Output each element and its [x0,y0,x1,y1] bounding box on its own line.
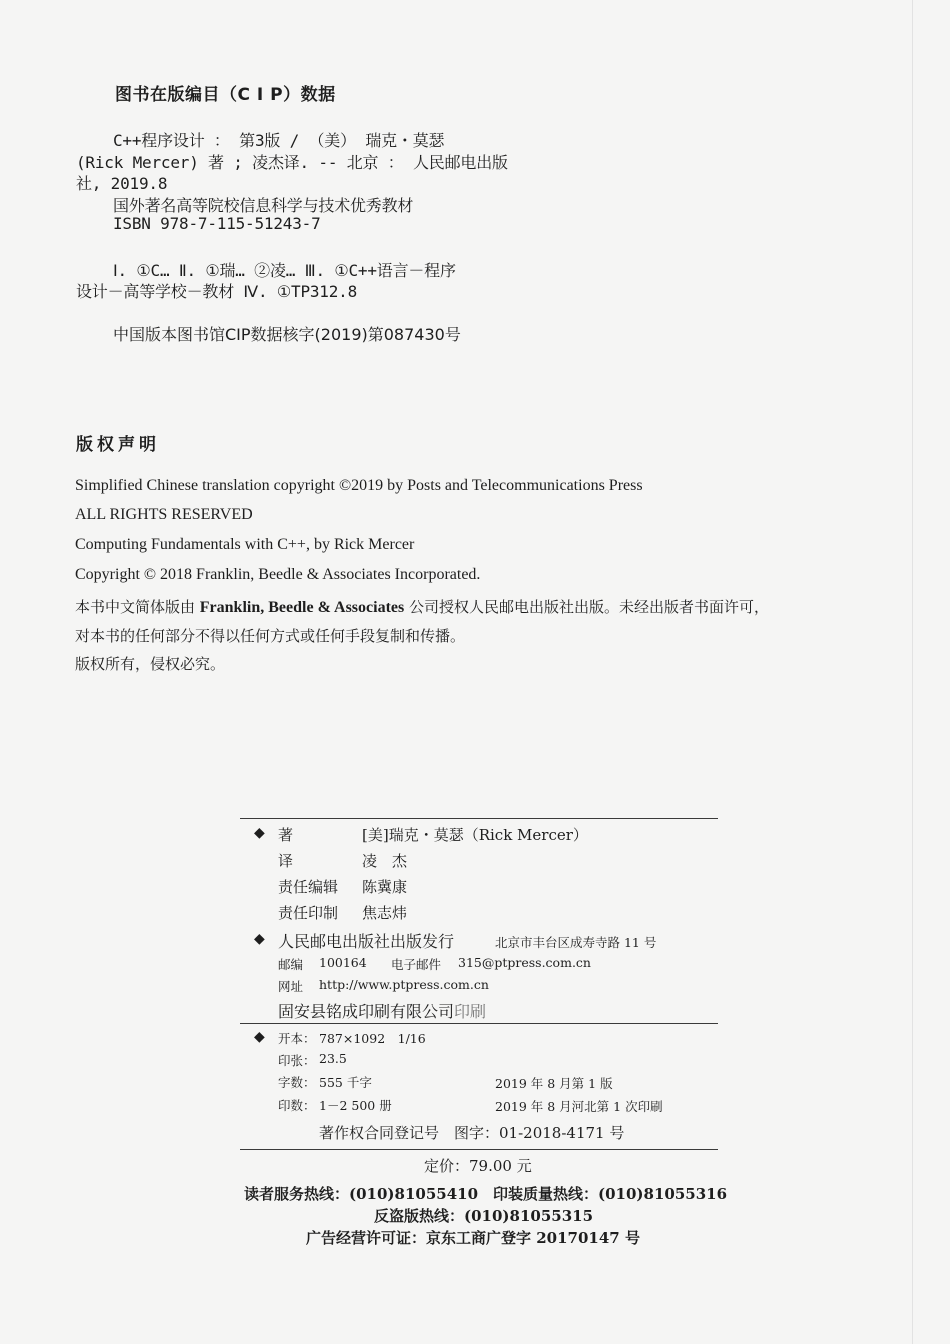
author-value: [美]瑞克・莫瑟（Rick Mercer） [362,826,588,844]
format-label: 开本： [278,1031,316,1046]
copyright-line-5 [75,596,769,617]
copyright-line-6: 对本书的任何部分不得以任何方式或任何手段复制和传播。 [75,627,466,645]
email-label: 电子邮件 [391,957,442,972]
publisher: 人民邮电出版社出版发行 [278,932,455,951]
copyright-line-2: ALL RIGHTS RESERVED [75,506,253,523]
contract-registration: 著作权合同登记号 图字：01-2018-4171 号 [319,1124,625,1142]
editor-label: 责任编辑 [278,878,339,896]
bullet-icon: ◆ [254,825,265,841]
postcode-value: 100164 [319,955,367,970]
copies-value: 1－2 500 册 [319,1098,392,1113]
edition: 2019 年 8 月第 1 版 [495,1076,613,1091]
copyright-line-5-post: 公司授权人民邮电出版社出版。未经出版者书面许可， [404,598,769,616]
cip-line-7: 设计－高等学校－教材 Ⅳ. ①TP312.8 [76,282,358,301]
copyright-line-4: Copyright © 2018 Franklin, Beedle & Associates Incorporated. [75,566,481,583]
page-edge [912,0,913,1344]
author-label: 著 [278,826,294,844]
copyright-line-5-publisher: Franklin, Beedle & Associates [199,599,405,616]
printer-suffix: 印刷 [454,1002,487,1021]
anti-piracy-hotline: 反盗版热线：(010)81055315 [374,1207,594,1225]
printer-name: 固安县铭成印刷有限公司 [278,1002,455,1021]
translator-value: 凌 杰 [362,852,408,870]
cip-verify-number: 中国版本图书馆CIP数据核字(2019)第087430号 [113,325,461,344]
copyright-line-3: Computing Fundamentals with C++, by Rick Mercer [75,536,415,553]
cip-line-3: 社, 2019.8 [76,174,168,193]
colophon-bottom-rule [240,1149,718,1150]
website-label: 网址 [278,979,304,994]
colophon-mid-rule [240,1023,718,1024]
cip-isbn: ISBN 978-7-115-51243-7 [113,214,321,233]
service-hotlines: 读者服务热线：(010)81055410 印装质量热线：(010)81055316 [244,1185,728,1203]
printer [278,999,486,1022]
cip-line-2: (Rick Mercer) 著 ; 凌杰译. -- 北京 ： 人民邮电出版 [76,153,508,172]
copyright-line-5-pre: 本书中文简体版由 [75,598,200,616]
format-value: 787×1092 1/16 [319,1031,426,1046]
email-value: 315@ptpress.com.cn [458,955,591,970]
cip-line-4: 国外著名高等院校信息科学与技术优秀教材 [113,196,414,215]
print-supervisor-label: 责任印制 [278,904,339,922]
words-label: 字数： [278,1075,316,1090]
sheets-label: 印张： [278,1053,316,1068]
copyright-line-1: Simplified Chinese translation copyright ©2019 by Posts and Telecommunications Press [75,477,643,494]
website-value: http://www.ptpress.com.cn [319,977,489,992]
words-value: 555 千字 [319,1075,372,1090]
publisher-address: 北京市丰台区成寿寺路 11 号 [495,935,657,950]
bullet-icon: ◆ [254,1029,265,1045]
copyright-title: 版权声明 [76,435,160,455]
postcode-label: 邮编 [278,957,304,972]
sheets-value: 23.5 [319,1051,347,1066]
cip-line-1: C++程序设计 ： 第3版 / （美） 瑞克・莫瑟 [113,131,445,150]
cip-line-6: Ⅰ. ①C… Ⅱ. ①瑞… ②凌… Ⅲ. ①C++语言－程序 [113,261,456,280]
translator-label: 译 [278,852,294,870]
print-supervisor-value: 焦志炜 [362,904,408,922]
editor-value: 陈冀康 [362,878,408,896]
copyright-line-7: 版权所有，侵权必究。 [75,655,226,673]
advertising-license: 广告经营许可证：京东工商广登字 20170147 号 [306,1229,640,1247]
copies-label: 印数： [278,1098,316,1113]
price: 定价：79.00 元 [424,1157,532,1175]
printing-run: 2019 年 8 月河北第 1 次印刷 [495,1099,663,1114]
colophon-top-rule [240,818,718,819]
cip-title: 图书在版编目（C I P）数据 [115,85,336,105]
bullet-icon: ◆ [254,931,265,947]
